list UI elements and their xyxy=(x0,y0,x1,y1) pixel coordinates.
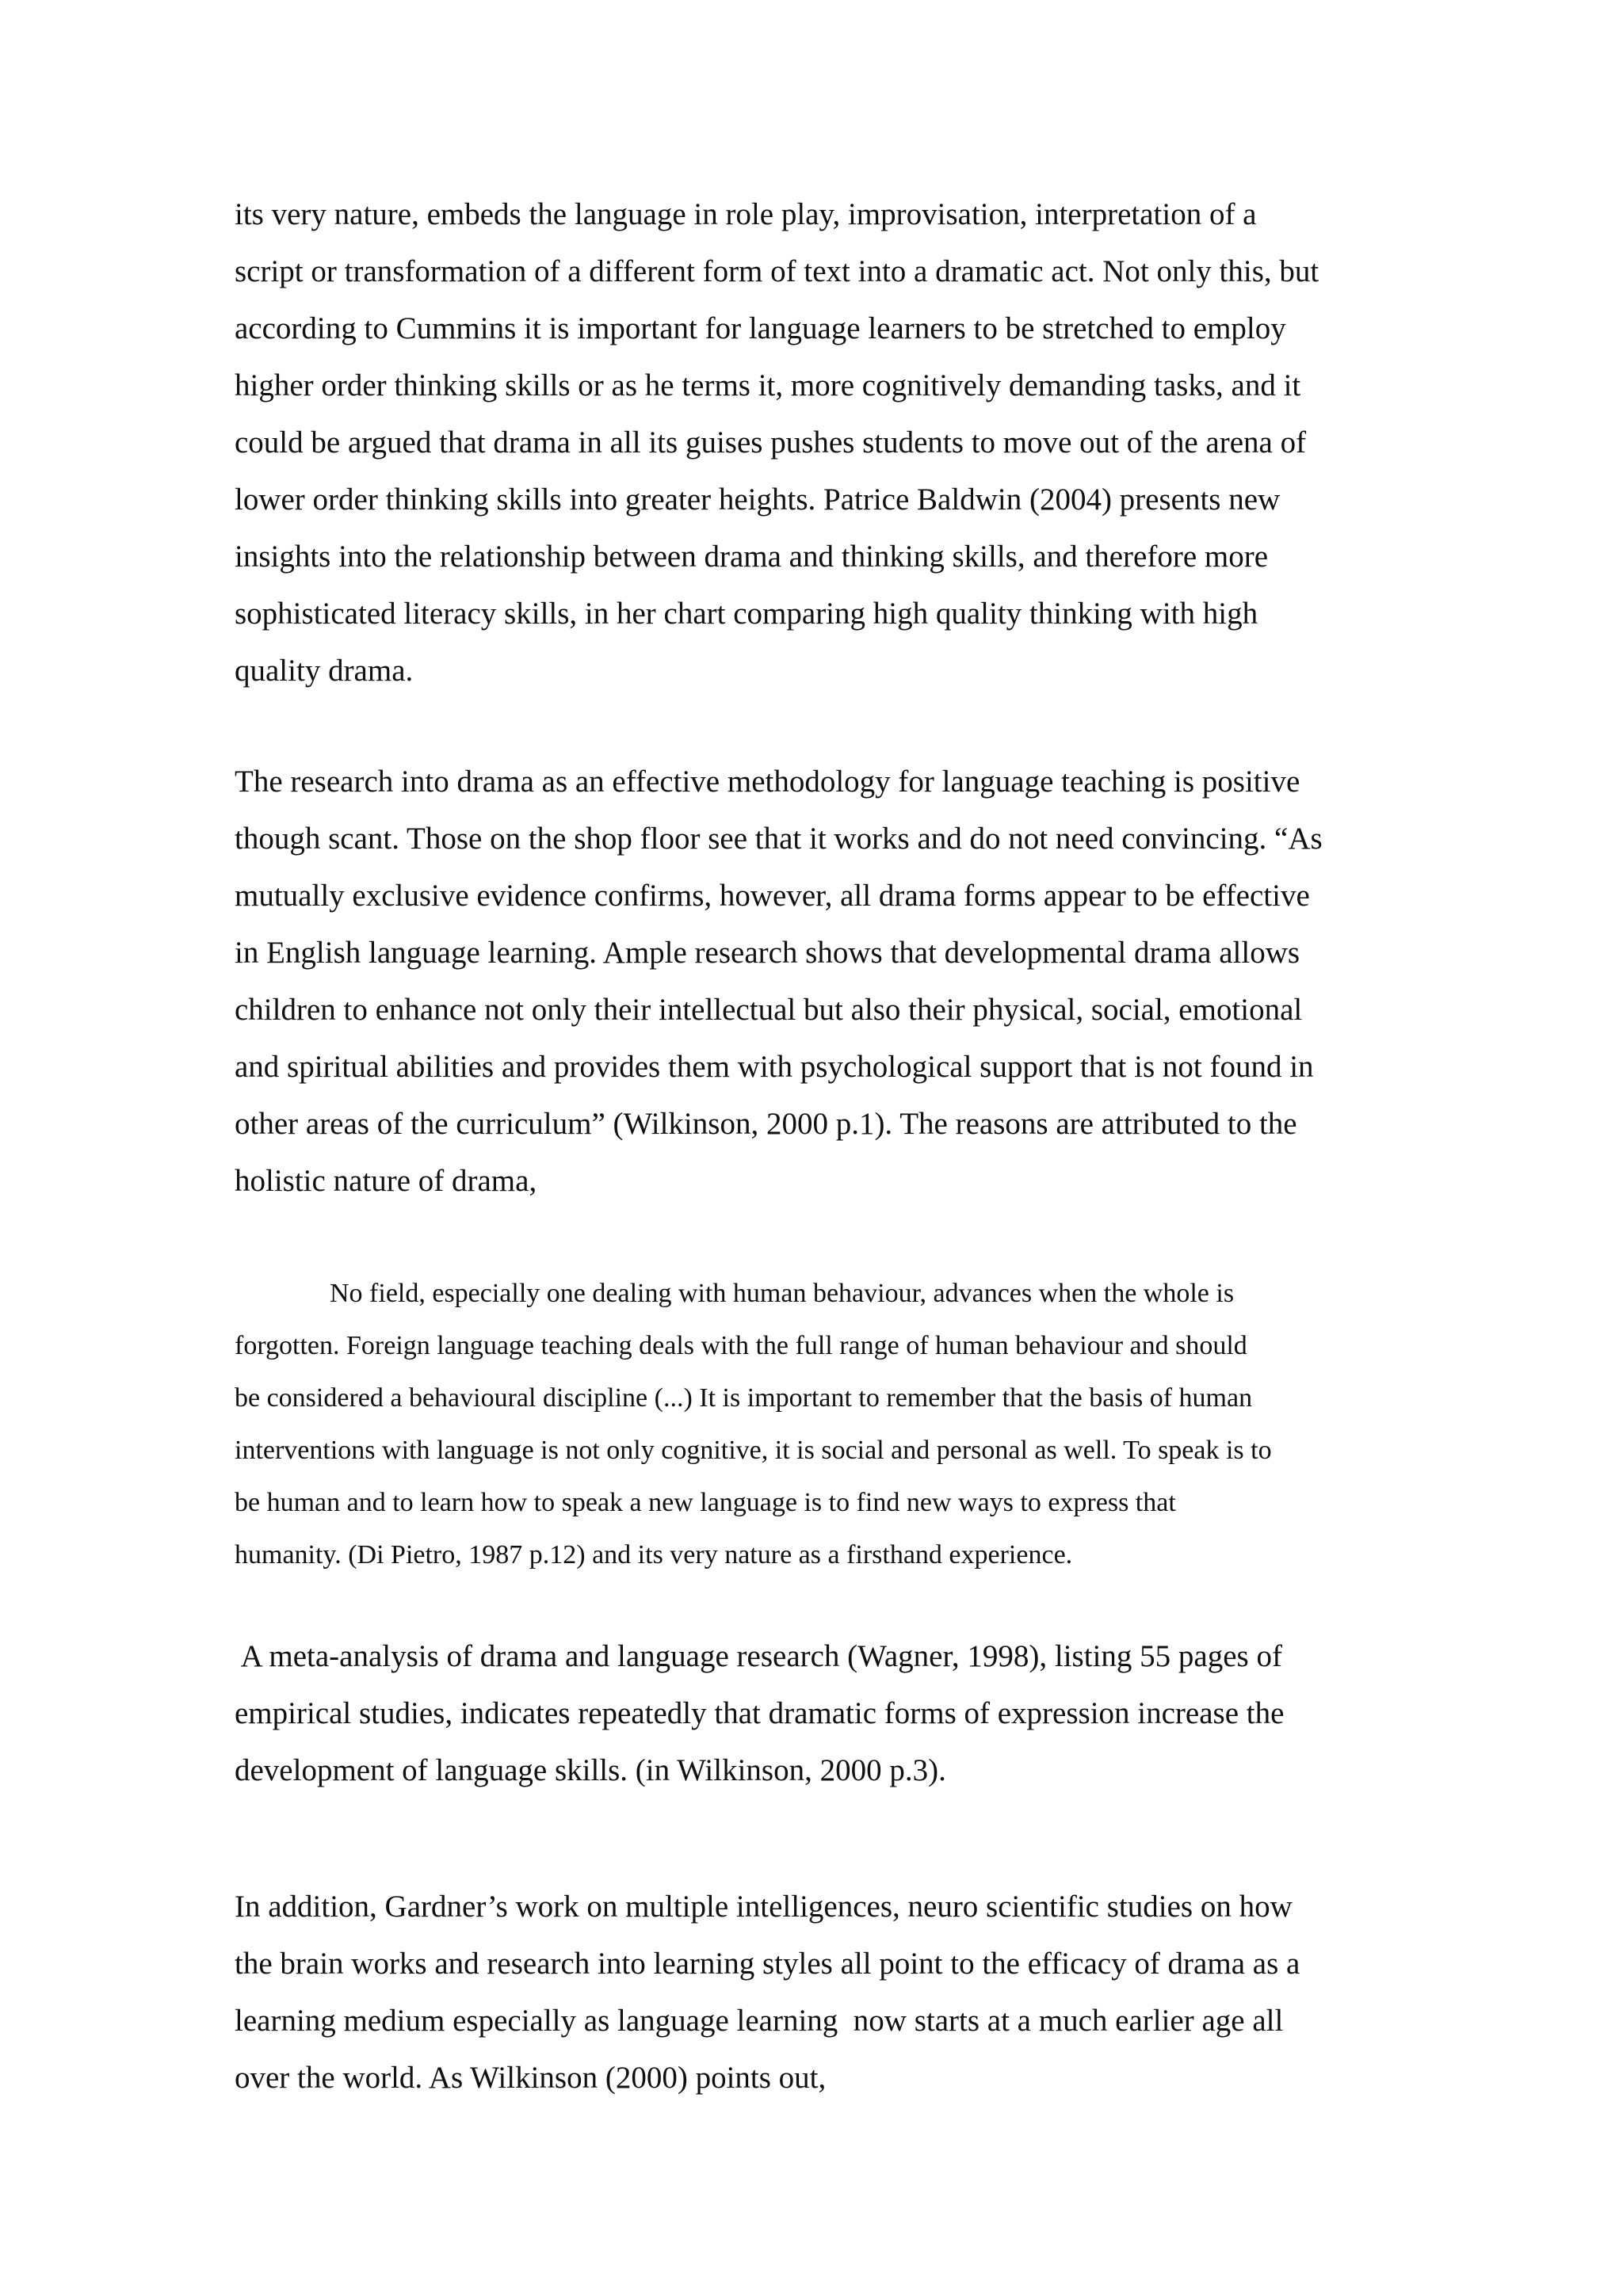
text-line: lower order thinking skills into greater heights. Patrice Baldwin (2004) presents new xyxy=(235,482,1281,517)
text-line: insights into the relationship between drama and thinking skills, and therefore more xyxy=(235,540,1269,574)
text-line: holistic nature of drama, xyxy=(235,1164,537,1198)
text-line: children to enhance not only their intellectual but also their physical, social, emotional xyxy=(235,993,1303,1027)
text-line: interventions with language is not only cognitive, it is social and personal as well. To speak is to xyxy=(235,1436,1272,1465)
text-line: A meta-analysis of drama and language research (Wagner, 1998), listing 55 pages of xyxy=(235,1639,1282,1673)
paragraph-gardner xyxy=(235,1878,1407,2107)
text-line: could be argued that drama in all its guises pushes students to move out of the arena of xyxy=(235,425,1307,460)
text-line: learning medium especially as language learning now starts at a much earlier age all xyxy=(235,2004,1284,2038)
text-line: higher order thinking skills or as he terms it, more cognitively demanding tasks, and it xyxy=(235,368,1301,402)
text-line: The research into drama as an effective methodology for language teaching is positive xyxy=(235,765,1300,799)
text-line: and spiritual abilities and provides them with psychological support that is not found in xyxy=(235,1050,1314,1084)
paragraph-meta-analysis xyxy=(235,1628,1407,1799)
text-line: be considered a behavioural discipline (...) It is important to remember that the basis of human xyxy=(235,1383,1253,1413)
text-line: empirical studies, indicates repeatedly that dramatic forms of expression increase the xyxy=(235,1696,1285,1730)
text-line: script or transformation of a different form of text into a dramatic act. Not only this, but xyxy=(235,254,1319,288)
block-quote-di-pietro xyxy=(235,1268,1407,1581)
text-line: the brain works and research into learning styles all point to the efficacy of drama as a xyxy=(235,1947,1300,1981)
text-line: be human and to learn how to speak a new language is to find new ways to express that xyxy=(235,1488,1176,1517)
text-line: No field, especially one dealing with human behaviour, advances when the whole is xyxy=(330,1279,1235,1308)
text-line: sophisticated literacy skills, in her chart comparing high quality thinking with high xyxy=(235,597,1258,631)
text-line: development of language skills. (in Wilkinson, 2000 p.3). xyxy=(235,1753,946,1787)
text-line: forgotten. Foreign language teaching deals with the full range of human behaviour and should xyxy=(235,1331,1247,1360)
text-line: humanity. (Di Pietro, 1987 p.12) and its very nature as a firsthand experience. xyxy=(235,1540,1073,1569)
text-line: mutually exclusive evidence confirms, however, all drama forms appear to be effective xyxy=(235,879,1310,913)
paragraph-thinking-skills xyxy=(235,186,1407,700)
text-line: according to Cummins it is important for language learners to be stretched to employ xyxy=(235,311,1286,345)
text-line: its very nature, embeds the language in role play, improvisation, interpretation of a xyxy=(235,197,1257,231)
text-line: quality drama. xyxy=(235,654,414,688)
text-line: other areas of the curriculum” (Wilkinson, 2000 p.1). The reasons are attributed to the xyxy=(235,1107,1297,1141)
text-line: In addition, Gardner’s work on multiple intelligences, neuro scientific studies on how xyxy=(235,1890,1293,1924)
paragraph-research-drama xyxy=(235,753,1407,1210)
text-line: in English language learning. Ample research shows that developmental drama allows xyxy=(235,936,1300,970)
text-line: though scant. Those on the shop floor see that it works and do not need convincing. “As xyxy=(235,822,1323,856)
text-line: over the world. As Wilkinson (2000) points out, xyxy=(235,2061,827,2095)
